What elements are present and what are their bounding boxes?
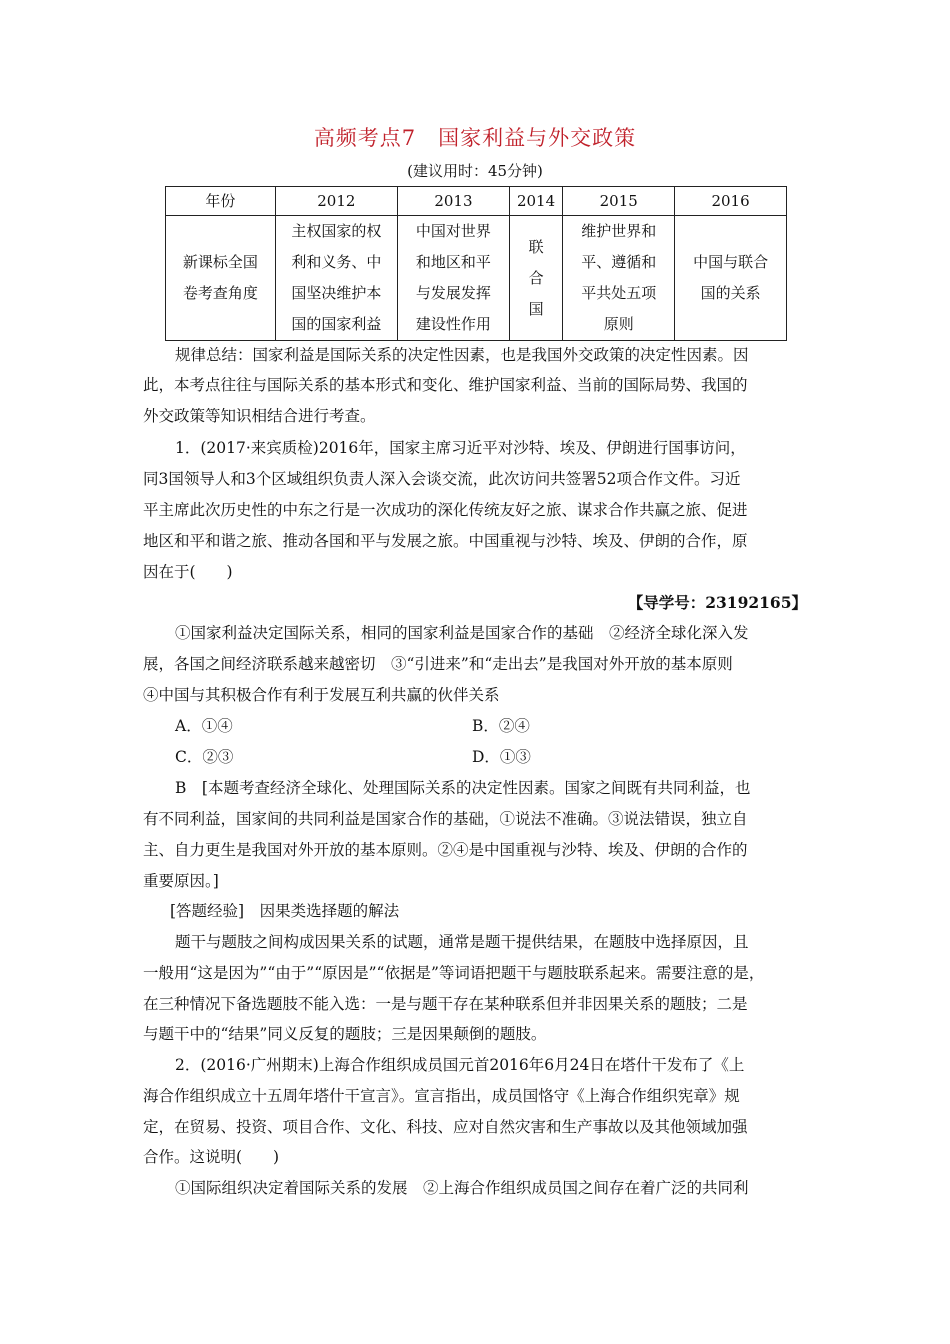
table-cell bbox=[509, 216, 562, 341]
cell-line: 合 bbox=[528, 268, 544, 287]
answer-line: 有不同利益，国家间的共同利益是国家合作的基础，①说法不准确。③说法错误，独立自 bbox=[143, 810, 748, 828]
question-line: 地区和平和谐之旅、推动各国和平与发展之旅。中国重视与沙特、埃及、伊朗的合作，原 bbox=[143, 532, 748, 550]
summary-line: 规律总结：国家利益是国际关系的决定性因素，也是我国外交政策的决定性因素。因 bbox=[175, 346, 749, 364]
cell-line: 维护世界和 bbox=[581, 222, 657, 240]
question-line: 定，在贸易、投资、项目合作、文化、科技、应对自然灾害和生产事故以及其他领域加强 bbox=[143, 1118, 748, 1136]
option-c: C．②③ bbox=[175, 748, 234, 766]
summary-line: 此，本考点往往与国际关系的基本形式和变化、维护国家利益、当前的国际局势、我国的 bbox=[143, 376, 748, 394]
table-header-row bbox=[166, 187, 787, 216]
table-header-cell: 2016 bbox=[675, 187, 787, 216]
cell-line: 卷考查角度 bbox=[182, 284, 258, 302]
answer-line: 主、自力更生是我国对外开放的基本原则。②④是中国重视与沙特、埃及、伊朗的合作的 bbox=[143, 841, 748, 859]
cell-line: 联 bbox=[528, 237, 544, 256]
table-header-cell: 2013 bbox=[398, 187, 510, 216]
page-title: 高频考点7 国家利益与外交政策 bbox=[313, 126, 637, 150]
cell-line: 和地区和平 bbox=[415, 253, 491, 271]
table-cell bbox=[275, 216, 397, 341]
table-header-cell: 年份 bbox=[166, 187, 276, 216]
option-b: B．②④ bbox=[472, 717, 530, 735]
question-line: 同3国领导人和3个区域组织负责人深入会谈交流，此次访问共签署52项合作文件。习近 bbox=[143, 470, 741, 488]
cell-line: 国的国家利益 bbox=[291, 315, 382, 333]
table-cell bbox=[563, 216, 675, 341]
table-row bbox=[166, 216, 787, 341]
cell-line: 原则 bbox=[603, 315, 634, 333]
option-a: A．①④ bbox=[175, 717, 233, 735]
statement-line: ①国家利益决定国际关系，相同的国家利益是国家合作的基础 ②经济全球化深入发 bbox=[175, 624, 749, 642]
statement-line: ④中国与其积极合作有利于发展互利共赢的伙伴关系 bbox=[143, 686, 500, 704]
cell-line: 与发展发挥 bbox=[415, 284, 491, 302]
cell-line: 平共处五项 bbox=[581, 284, 657, 302]
cell-line: 利和义务、中 bbox=[291, 253, 382, 271]
cell-line: 主权国家的权 bbox=[291, 222, 382, 240]
cell-line: 国坚决维护本 bbox=[291, 284, 382, 302]
table-header-cell: 2012 bbox=[275, 187, 397, 216]
statement-line: 展，各国之间经济联系越来越密切 ③“引进来”和“走出去”是我国对外开放的基本原则 bbox=[143, 655, 733, 673]
question-line: 合作。这说明( ) bbox=[143, 1148, 280, 1166]
cell-line: 建设性作用 bbox=[415, 315, 491, 333]
cell-line: 平、遵循和 bbox=[581, 253, 657, 271]
table-row-label bbox=[166, 216, 276, 341]
exam-table bbox=[165, 186, 787, 341]
option-d: D．①③ bbox=[472, 748, 531, 766]
table-cell bbox=[398, 216, 510, 341]
table-header-cell: 2014 bbox=[509, 187, 562, 216]
experience-line: 题干与题肢之间构成因果关系的试题，通常是题干提供结果，在题肢中选择原因，且 bbox=[175, 933, 749, 951]
answer-line: B [本题考查经济全球化、处理国际关系的决定性因素。国家之间既有共同利益，也 bbox=[175, 779, 751, 797]
question-line: 海合作组织成立十五周年塔什干宣言》。宣言指出，成员国恪守《上海合作组织宪章》规 bbox=[143, 1087, 740, 1105]
question-line: 2．(2016·广州期末)上海合作组织成员国元首2016年6月24日在塔什干发布了《上 bbox=[175, 1056, 745, 1074]
summary-line: 外交政策等知识相结合进行考查。 bbox=[143, 407, 376, 425]
experience-line: 在三种情况下备选题肢不能入选：一是与题干存在某种联系但并非因果关系的题肢；二是 bbox=[143, 995, 748, 1013]
experience-line: 一般用“这是因为”“由于”“原因是”“依据是”等词语把题干与题肢联系起来。需要注意的是， bbox=[143, 964, 765, 982]
cell-line: 中国对世界 bbox=[415, 222, 491, 240]
question-line: 因在于( ) bbox=[143, 563, 233, 581]
page-subtitle: (建议用时：45分钟) bbox=[407, 162, 543, 180]
cell-line: 新课标全国 bbox=[182, 253, 258, 271]
statement-line: ①国际组织决定着国际关系的发展 ②上海合作组织成员国之间存在着广泛的共同利 bbox=[175, 1179, 749, 1197]
table-cell bbox=[675, 216, 787, 341]
answer-line: 重要原因。] bbox=[143, 872, 219, 890]
table-header-cell: 2015 bbox=[563, 187, 675, 216]
experience-line: 与题干中的“结果”同义反复的题肢；三是因果颠倒的题肢。 bbox=[143, 1025, 547, 1043]
cell-line: 中国与联合 bbox=[693, 253, 769, 271]
cell-line: 国的关系 bbox=[700, 284, 761, 302]
question-line: 平主席此次历史性的中东之行是一次成功的深化传统友好之旅、谋求合作共赢之旅、促进 bbox=[143, 501, 748, 519]
guide-number: 【导学号：23192165】 bbox=[627, 593, 807, 612]
experience-heading: [答题经验] 因果类选择题的解法 bbox=[170, 902, 400, 920]
question-line: 1．(2017·来宾质检)2016年，国家主席习近平对沙特、埃及、伊朗进行国事访问， bbox=[175, 439, 746, 457]
cell-line: 国 bbox=[528, 299, 544, 318]
